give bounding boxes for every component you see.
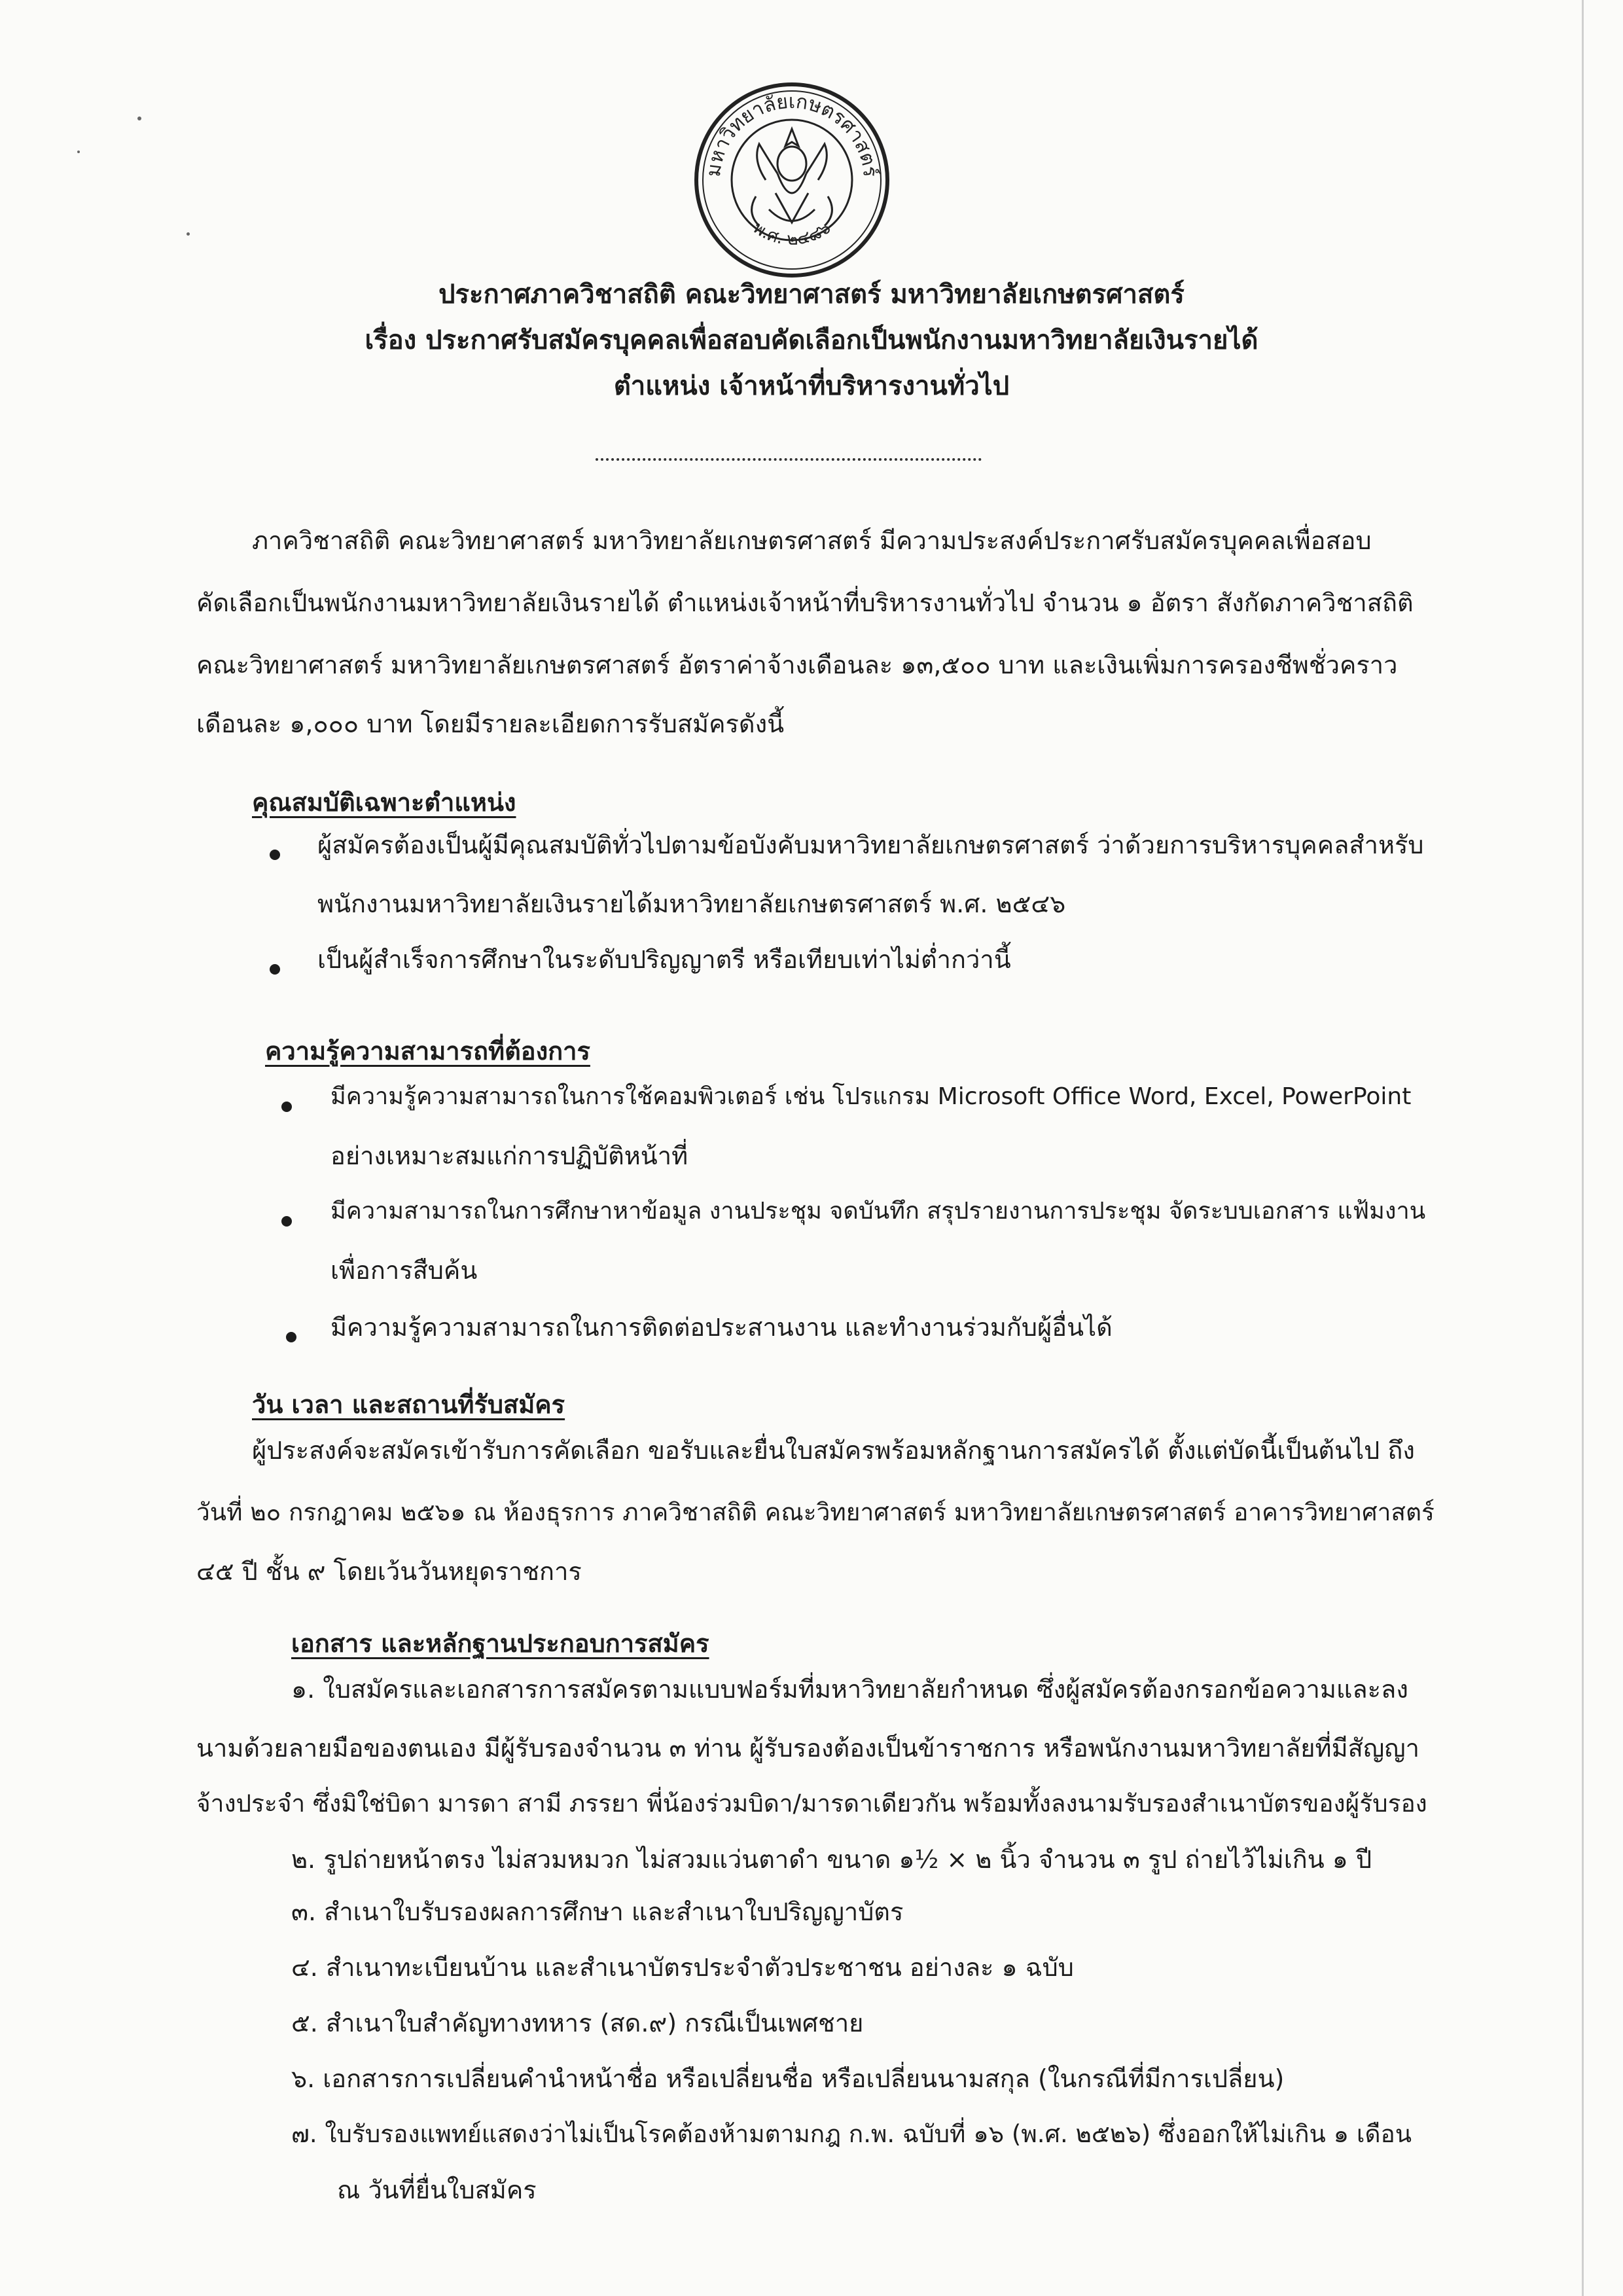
seal-bottom-text: พ.ศ. ๒๔๘๖ [749, 218, 835, 249]
title-line-3: ตำแหน่ง เจ้าหน้าที่บริหารงานทั่วไป [613, 371, 1010, 401]
qualification-item-1-line-2: พนักงานมหาวิทยาลัยเงินรายได้มหาวิทยาลัยเกษตรศาสตร์ พ.ศ. ๒๕๔๖ [317, 889, 1066, 918]
section-heading-application: วัน เวลา และสถานที่รับสมัคร [252, 1390, 565, 1419]
announcement-title [0, 275, 1623, 412]
scan-speck [77, 151, 80, 153]
document-item-7-line-2: ณ วันที่ยื่นใบสมัคร [337, 2176, 537, 2204]
section-heading-skills: ความรู้ความสามารถที่ต้องการ [265, 1037, 590, 1066]
skill-item-2-line-1: มีความสามารถในการศึกษาหาข้อมูล งานประชุม จดบันทึก สรุปรายงานการประชุม จัดระบบเอกสาร แฟ้มงาน [330, 1198, 1426, 1225]
document-item-2: ๒. รูปถ่ายหน้าตรง ไม่สวมหมวก ไม่สวมแว่นตาดำ ขนาด ๑½ × ๒ นิ้ว จำนวน ๓ รูป ถ่ายไว้ไม่เกิน ๑ ปี [291, 1845, 1372, 1874]
skill-item-2-line-2: เพื่อการสืบค้น [330, 1256, 478, 1285]
section-heading-qualifications: คุณสมบัติเฉพาะตำแหน่ง [252, 788, 516, 817]
document-item-4: ๔. สำเนาทะเบียนบ้าน และสำเนาบัตรประจำตัวประชาชน อย่างละ ๑ ฉบับ [291, 1953, 1074, 1982]
bullet-icon [270, 850, 280, 860]
seal-top-text: มหาวิทยาลัยเกษตรศาสตร์ [702, 90, 882, 179]
application-line-1: ผู้ประสงค์จะสมัครเข้ารับการคัดเลือก ขอรับและยื่นใบสมัครพร้อมหลักฐานการสมัครได้ ตั้งแต่บัดนี้เป็นต้นไป ถึง [252, 1436, 1415, 1465]
intro-line-3: คณะวิทยาศาสตร์ มหาวิทยาลัยเกษตรศาสตร์ อัตราค่าจ้างเดือนละ ๑๓,๕๐๐ บาท และเงินเพิ่มการครองชีพชั่วคราว [196, 651, 1398, 679]
bullet-icon [281, 1102, 292, 1112]
skill-item-1-line-2: อย่างเหมาะสมแก่การปฏิบัติหน้าที่ [330, 1141, 688, 1170]
intro-line-2: คัดเลือกเป็นพนักงานมหาวิทยาลัยเงินรายได้ ตำแหน่งเจ้าหน้าที่บริหารงานทั่วไป จำนวน ๑ อัตรา สังกัดภาควิชาสถิติ [196, 588, 1414, 617]
document-item-7-line-1: ๗. ใบรับรองแพทย์แสดงว่าไม่เป็นโรคต้องห้ามตามกฎ ก.พ. ฉบับที่ ๑๖ (พ.ศ. ๒๕๒๖) ซึ่งออกให้ไม่เกิน ๑ เดือน [291, 2120, 1412, 2148]
intro-line-1: ภาควิชาสถิติ คณะวิทยาศาสตร์ มหาวิทยาลัยเกษตรศาสตร์ มีความประสงค์ประกาศรับสมัครบุคคลเพื่อสอบ [252, 526, 1372, 555]
university-seal-logo [694, 82, 890, 278]
document-item-3: ๓. สำเนาใบรับรองผลการศึกษา และสำเนาใบปริญญาบัตร [291, 1897, 904, 1926]
title-dotted-divider [596, 458, 982, 461]
document-item-1-line-2: นามด้วยลายมือของตนเอง มีผู้รับรองจำนวน ๓ ท่าน ผู้รับรองต้องเป็นข้าราชการ หรือพนักงานมหาวิทยาลัยที่มีสัญญา [196, 1734, 1419, 1763]
skill-item-1-line-1: มีความรู้ความสามารถในการใช้คอมพิวเตอร์ เช่น โปรแกรม Microsoft Office Word, Excel, PowerPoint [330, 1083, 1412, 1110]
document-item-6: ๖. เอกสารการเปลี่ยนคำนำหน้าชื่อ หรือเปลี่ยนชื่อ หรือเปลี่ยนนามสกุล (ในกรณีที่มีการเปลี่ยน) [291, 2064, 1285, 2093]
scan-speck [187, 232, 190, 236]
svg-text:มหาวิทยาลัยเกษตรศาสตร์ [702, 90, 882, 178]
application-line-3: ๔๕ ปี ชั้น ๙ โดยเว้นวันหยุดราชการ [196, 1557, 582, 1586]
bullet-icon [270, 964, 280, 975]
skill-item-3: มีความรู้ความสามารถในการติดต่อประสานงาน และทำงานร่วมกับผู้อื่นได้ [330, 1313, 1113, 1342]
scan-speck [137, 117, 141, 120]
intro-line-4: เดือนละ ๑,๐๐๐ บาท โดยมีรายละเอียดการรับสมัครดังนี้ [196, 709, 785, 738]
document-item-1-line-1: ๑. ใบสมัครและเอกสารการสมัครตามแบบฟอร์มที่มหาวิทยาลัยกำหนด ซึ่งผู้สมัครต้องกรอกข้อความและลง [291, 1675, 1408, 1704]
qualification-item-1-line-1: ผู้สมัครต้องเป็นผู้มีคุณสมบัติทั่วไปตามข้อบังคับมหาวิทยาลัยเกษตรศาสตร์ ว่าด้วยการบริหารบุคคลสำหรับ [317, 831, 1424, 859]
qualification-item-2: เป็นผู้สำเร็จการศึกษาในระดับปริญญาตรี หรือเทียบเท่าไม่ต่ำกว่านี้ [317, 945, 1011, 974]
title-line-1: ประกาศภาควิชาสถิติ คณะวิทยาศาสตร์ มหาวิทยาลัยเกษตรศาสตร์ [438, 279, 1185, 310]
title-line-2: เรื่อง ประกาศรับสมัครบุคคลเพื่อสอบคัดเลือกเป็นพนักงานมหาวิทยาลัยเงินรายได้ [365, 325, 1258, 355]
document-item-1-line-3: จ้างประจำ ซึ่งมิใช่บิดา มารดา สามี ภรรยา พี่น้องร่วมบิดา/มารดาเดียวกัน พร้อมทั้งลงนามรับรองสำเนาบัตรของผู้รับรอง [196, 1789, 1427, 1818]
bullet-icon [281, 1216, 292, 1227]
bullet-icon [286, 1332, 296, 1342]
section-heading-documents: เอกสาร และหลักฐานประกอบการสมัคร [291, 1629, 709, 1658]
application-line-2: วันที่ ๒๐ กรกฎาคม ๒๕๖๑ ณ ห้องธุรการ ภาควิชาสถิติ คณะวิทยาศาสตร์ มหาวิทยาลัยเกษตรศาสตร์ อาคารวิทยาศาสตร์ [196, 1498, 1435, 1526]
document-item-5: ๕. สำเนาใบสำคัญทางทหาร (สด.๙) กรณีเป็นเพศชาย [291, 2009, 864, 2037]
